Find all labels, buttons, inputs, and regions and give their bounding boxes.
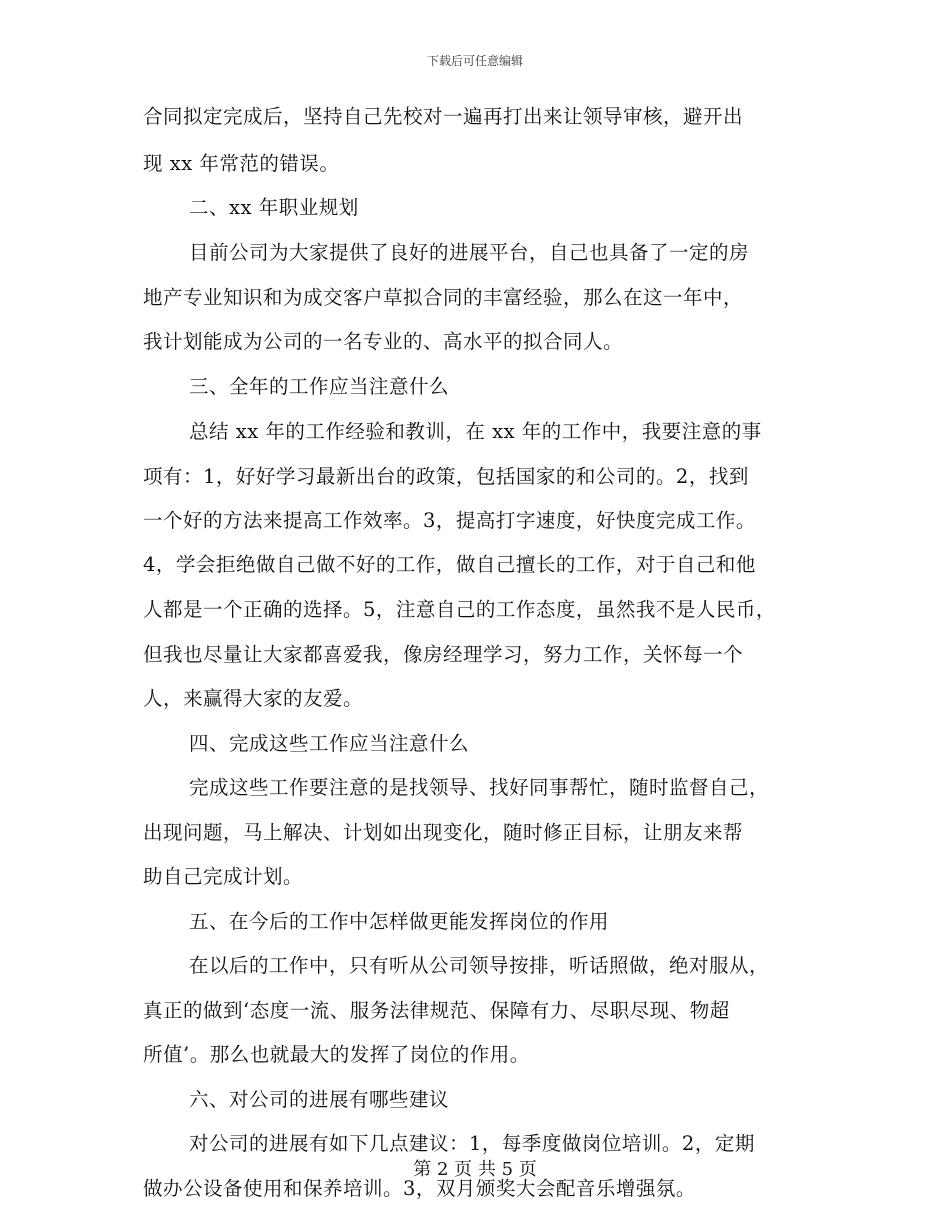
text-line: 对公司的进展有如下几点建议：1，每季度做岗位培训。2，定期 — [189, 1132, 755, 1155]
text-line: 地产专业知识和为成交客户草拟合同的丰富经验，那么在这一年中， — [143, 286, 744, 309]
text-line: 现 xx 年常范的错误。 — [143, 152, 340, 175]
text-line: 一个好的方法来提高工作效率。3，提高打字速度，好快度完成工作。 — [143, 509, 756, 532]
text-line: 总结 xx 年的工作经验和教训，在 xx 年的工作中，我要注意的事 — [189, 420, 762, 443]
text-line: 合同拟定完成后，坚持自己先校对一遍再打出来让领导审核，避开出 — [143, 105, 744, 128]
text-line: 项有：1，好好学习最新出台的政策，包括国家的和公司的。2，找到 — [143, 465, 749, 488]
text-line: 4，学会拒绝做自己做不好的工作，做自己擅长的工作，对于自己和他 — [143, 553, 756, 576]
text-line: 我计划能成为公司的一名专业的、高水平的拟合同人。 — [143, 330, 624, 353]
section-heading: 三、全年的工作应当注意什么 — [189, 375, 450, 398]
text-line: 做办公设备使用和保养培训。3，双月颁奖大会配音乐增强氛。 — [143, 1177, 696, 1200]
text-line: 在以后的工作中，只有听从公司领导按排，听话照做，绝对服从， — [189, 954, 770, 977]
section-heading: 二、xx 年职业规划 — [189, 196, 359, 219]
page-number-footer: 第 2 页 共 5 页 — [413, 1159, 537, 1180]
text-line: 但我也尽量让大家都喜爱我，像房经理学习，努力工作，关怀每一个 — [143, 643, 744, 666]
text-line: 完成这些工作要注意的是找领导、找好同事帮忙，随时监督自己， — [189, 776, 770, 799]
section-heading: 五、在今后的工作中怎样做更能发挥岗位的作用 — [189, 910, 610, 933]
section-heading: 六、对公司的进展有哪些建议 — [189, 1088, 450, 1111]
text-line: 真正的做到‘态度一流、服务法律规范、保障有力、尽职尽现、物超 — [143, 999, 730, 1022]
page-header-note: 下载后可任意编辑 — [426, 54, 523, 68]
text-line: 所值’。那么也就最大的发挥了岗位的作用。 — [143, 1043, 530, 1066]
section-heading: 四、完成这些工作应当注意什么 — [189, 732, 470, 755]
text-line: 人，来赢得大家的友爱。 — [143, 687, 364, 710]
text-line: 目前公司为大家提供了良好的进展平台，自己也具备了一定的房 — [189, 241, 750, 264]
text-line: 人都是一个正确的选择。5，注意自己的工作态度，虽然我不是人民币， — [143, 598, 776, 621]
text-line: 助自己完成计划。 — [143, 865, 304, 888]
text-line: 出现问题，马上解决、计划如出现变化，随时修正目标，让朋友来帮 — [143, 821, 744, 844]
